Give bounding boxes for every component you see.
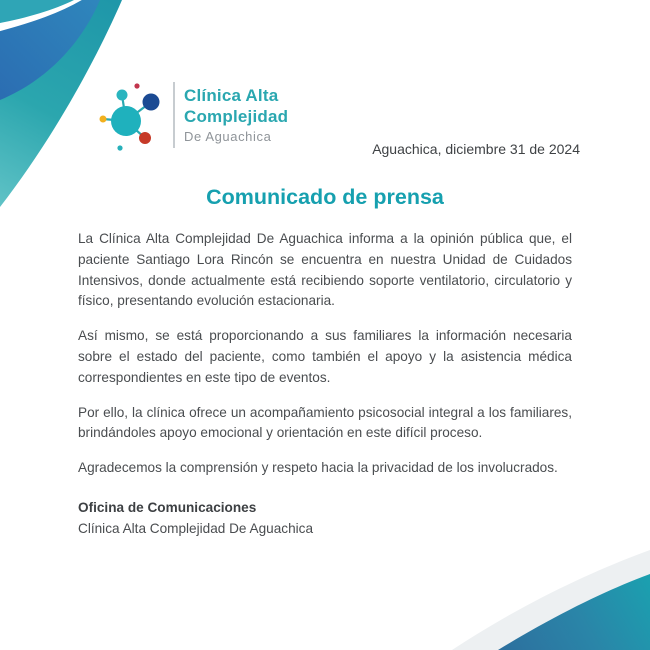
logo-name-line1: Clínica Alta: [184, 85, 279, 105]
dateline: Aguachica, diciembre 31 de 2024: [372, 141, 580, 157]
paragraph-3: Por ello, la clínica ofrece un acompañamiento psicosocial integral a los familiares, brindándoles apoyo emocional y orientación en este difícil proceso.: [78, 404, 572, 441]
logo-wordmark: [184, 85, 288, 146]
paragraph-1: La Clínica Alta Complejidad De Aguachica informa a la opinión pública que, el paciente Santiago Lora Rincón se encuentra en nuestra Unidad de Cuidados Intensivos, donde actualmente está recibiendo soporte ventilatorio, circulatorio y físico, presentando evolución estacionaria.: [78, 231, 572, 309]
signature-organization: Clínica Alta Complejidad De Aguachica: [78, 520, 314, 536]
logo-divider: [173, 82, 175, 148]
logo-name-line2: Complejidad: [184, 106, 289, 126]
logo-sub-line: De Aguachica: [184, 128, 272, 144]
signature-office: Oficina de Comunicaciones: [78, 499, 257, 515]
bottom-right-wave-icon: [452, 550, 650, 650]
clinic-logo: [98, 74, 288, 156]
signature-block: [78, 498, 572, 540]
paragraph-2: Así mismo, se está proporcionando a sus familiares la información necesaria sobre el estado del paciente, como también el apoyo y la asistencia médica correspondientes en este tipo de eventos.: [78, 328, 572, 385]
paragraph-4: Agradecemos la comprensión y respeto hacia la privacidad de los involucrados.: [78, 460, 558, 476]
molecule-icon: [98, 74, 170, 156]
page-title: Comunicado de prensa: [206, 185, 444, 209]
press-release-body: [78, 229, 572, 540]
